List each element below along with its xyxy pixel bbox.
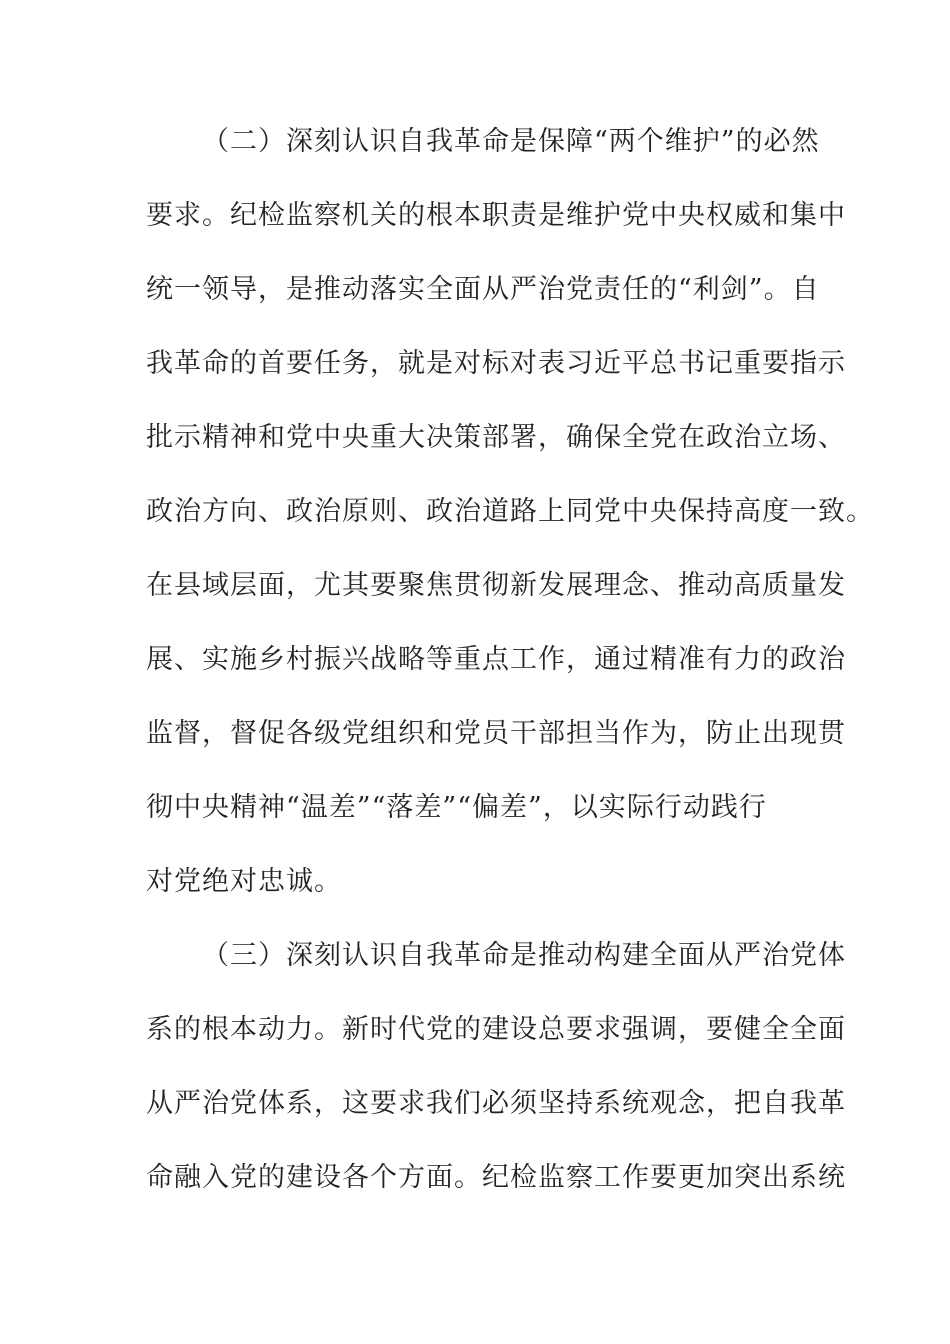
paragraph-2-line-5: 批示精神和党中央重大决策部署，确保全党在政治立场、 bbox=[146, 422, 846, 453]
paragraph-2-line-4: 我革命的首要任务，就是对标对表习近平总书记重要指示 bbox=[146, 348, 846, 379]
paragraph-2-line-7: 在县域层面，尤其要聚焦贯彻新发展理念、推动高质量发 bbox=[146, 570, 846, 601]
paragraph-3-line-3: 从严治党体系，这要求我们必须坚持系统观念，把自我革 bbox=[146, 1088, 846, 1119]
paragraph-2-line-2: 要求。纪检监察机关的根本职责是维护党中央权威和集中 bbox=[146, 200, 846, 231]
paragraph-3-line-1: （三）深刻认识自我革命是推动构建全面从严治党体 bbox=[202, 940, 846, 971]
paragraph-2-line-10: 彻中央精神“温差”“落差”“偏差”，以实际行动践行 bbox=[146, 792, 767, 823]
paragraph-3-line-4: 命融入党的建设各个方面。纪检监察工作要更加突出系统 bbox=[146, 1162, 846, 1193]
paragraph-2-line-11: 对党绝对忠诚。 bbox=[146, 866, 342, 897]
paragraph-2-line-3: 统一领导，是推动落实全面从严治党责任的“利剑”。自 bbox=[146, 274, 820, 305]
paragraph-2-line-8: 展、实施乡村振兴战略等重点工作，通过精准有力的政治 bbox=[146, 644, 846, 675]
paragraph-2-line-9: 监督，督促各级党组织和党员干部担当作为，防止出现贯 bbox=[146, 718, 846, 749]
paragraph-3-line-2: 系的根本动力。新时代党的建设总要求强调，要健全全面 bbox=[146, 1014, 846, 1045]
paragraph-2-line-1: （二）深刻认识自我革命是保障“两个维护”的必然 bbox=[202, 126, 820, 157]
paragraph-2-line-6: 政治方向、政治原则、政治道路上同党中央保持高度一致。 bbox=[146, 496, 874, 527]
